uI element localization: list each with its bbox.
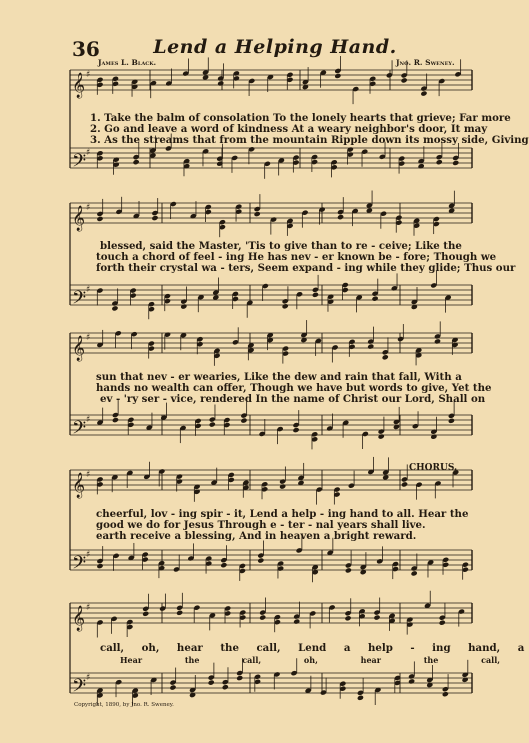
note-head (254, 211, 261, 217)
note-head (367, 343, 374, 349)
note-head (357, 695, 364, 701)
note-head (436, 159, 443, 165)
note-head (151, 215, 158, 221)
note-head (420, 90, 427, 96)
key-signature-sharp: ♯ (86, 333, 91, 343)
note-head (222, 684, 229, 690)
treble-clef-icon: 𝄞 (72, 606, 86, 631)
treble-clef-icon: 𝄞 (72, 73, 86, 98)
composer-credit: Jno. R. Sweney. (396, 58, 455, 67)
note-head (208, 680, 215, 686)
page-number: 36 (72, 37, 100, 61)
verse3-line1: 3. As the streams that from the mountain Ripple down its mossy side, Giving (90, 134, 529, 146)
chorus-label: CHORUS. (409, 463, 458, 473)
note-head (411, 570, 418, 576)
note-head (236, 675, 243, 681)
note-head (133, 159, 140, 165)
note-head (209, 421, 216, 427)
verse1-line1: 1. Take the balm of consolation To the lonely hearts that grieve; Far more (90, 112, 511, 124)
treble-clef-icon: 𝄞 (72, 206, 86, 231)
bass-clef-icon: 𝄢 (72, 418, 87, 443)
note-head (442, 691, 449, 697)
note-head (169, 684, 176, 690)
note-head (282, 303, 289, 309)
note-head (217, 80, 224, 86)
verse2-line3: hands no wealth can offer, Though we have but words to give, Yet the (96, 382, 492, 394)
note-head (293, 619, 300, 625)
verse3-line3: ev - 'ry ser - vice, rendered In the name of Christ our Lord, Shall on (100, 393, 486, 405)
treble-clef-icon: 𝄞 (72, 473, 86, 498)
key-signature-sharp: ♯ (86, 673, 91, 683)
key-signature-sharp: ♯ (86, 470, 91, 480)
key-signature-sharp: ♯ (86, 550, 91, 560)
note-head (334, 73, 341, 79)
note-head (96, 563, 103, 569)
note-head (452, 160, 459, 166)
lyricist-credit: James L. Black. (98, 58, 157, 67)
bass-clef-icon: 𝄢 (72, 151, 87, 176)
note-head (345, 567, 352, 573)
chorus-lyric-main: call, oh, hear the call, Lend a help - ing hand, a (100, 642, 525, 654)
verse1-line2: blessed, said the Master, 'Tis to give than to re - ceive; Like the (100, 240, 462, 252)
verse3-line2: forth their crystal wa - ters, Seem expand - ing while they glide; Thus our (96, 262, 516, 274)
note-head (378, 433, 385, 439)
key-signature-sharp: ♯ (86, 70, 91, 80)
note-head (430, 434, 437, 440)
note-head (112, 417, 119, 423)
note-head (176, 610, 183, 616)
note-head (337, 214, 344, 220)
note-head (259, 614, 266, 620)
note-head (373, 614, 380, 620)
note-head (448, 418, 455, 424)
verse2-line4: good we do for Jesus Through e - ter - nal years shall live. (96, 519, 426, 531)
key-signature-sharp: ♯ (86, 415, 91, 425)
key-signature-sharp: ♯ (86, 203, 91, 213)
note-head (292, 427, 299, 433)
hymn-title: Lend a Helping Hand. (153, 36, 397, 58)
treble-clef-icon: 𝄞 (72, 336, 86, 361)
note-head (344, 615, 351, 621)
note-head (408, 678, 415, 684)
verse1-line4: cheerful, lov - ing spir - it, Lend a help - ing hand to all. Hear the (96, 508, 469, 520)
note-head (180, 303, 187, 309)
note-head (372, 296, 379, 302)
note-head (96, 216, 103, 222)
verse3-line4: earth receive a blessing, And in heaven a bright reward. (96, 530, 417, 542)
chorus-lyric-echo: Hear the call, oh, hear the call, (120, 655, 501, 665)
bass-clef-icon: 𝄢 (72, 676, 87, 701)
key-signature-sharp: ♯ (86, 603, 91, 613)
verse2-line1: 2. Go and leave a word of kindness At a weary neighbor's door, It may (90, 123, 488, 135)
note-head (240, 417, 247, 423)
note-head (279, 483, 286, 489)
note-head (401, 77, 408, 83)
note-head (220, 562, 227, 568)
note-head (312, 292, 319, 298)
bass-clef-icon: 𝄢 (72, 553, 87, 578)
note-head (418, 163, 425, 169)
verse1-line3: sun that nev - er wearies, Like the dew and rain that fall, With a (96, 371, 462, 383)
note-head (382, 354, 389, 360)
key-signature-sharp: ♯ (86, 148, 91, 158)
note-head (257, 557, 264, 563)
verse2-line2: touch a chord of feel - ing He has nev - er known be - fore; Though we (96, 251, 497, 263)
copyright-notice: Copyright, 1890, by Jno. R. Sweney. (74, 702, 174, 708)
note-head (434, 338, 441, 344)
note-head (142, 611, 149, 617)
note-head (401, 481, 408, 487)
note-head (439, 620, 446, 626)
bass-clef-icon: 𝄢 (72, 288, 87, 313)
key-signature-sharp: ♯ (86, 285, 91, 295)
note-head (111, 305, 118, 311)
